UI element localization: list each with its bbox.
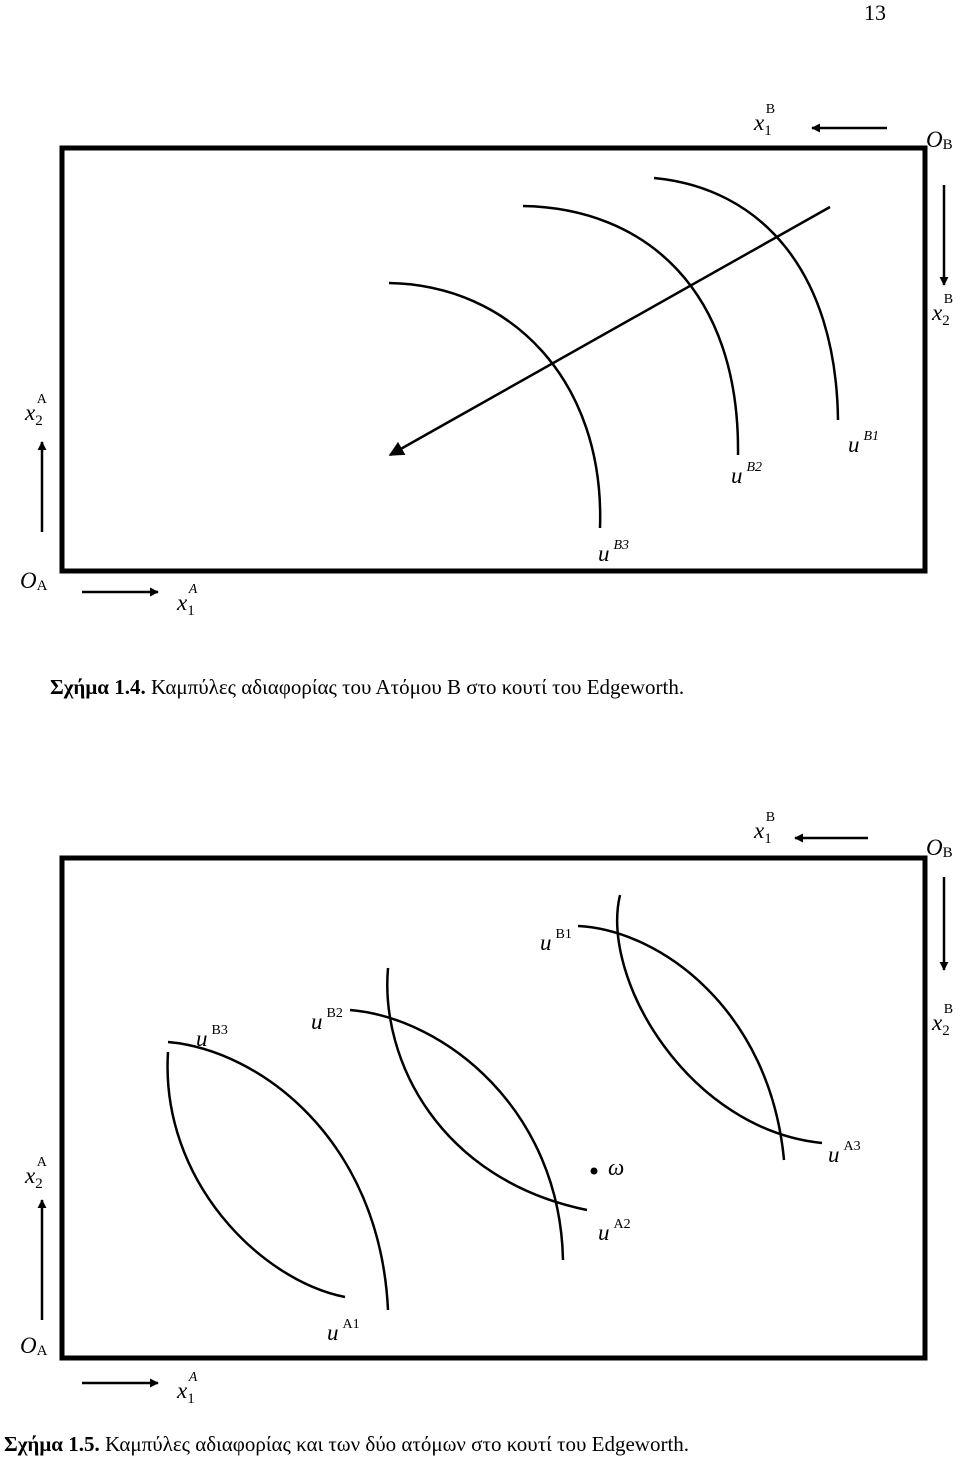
- figure-1-5: [0, 800, 960, 1420]
- caption-number: Σχήμα 1.4.: [50, 675, 146, 699]
- label-ua1: u A1: [327, 1317, 360, 1345]
- figure-1-5-diagram: [0, 800, 960, 1420]
- figure-1-4-caption: [50, 675, 684, 700]
- caption-number: Σχήμα 1.5.: [4, 1432, 100, 1456]
- label-oa: OA: [20, 1333, 48, 1359]
- label-ub2: u B2: [731, 460, 763, 488]
- label-ua3: u A3: [828, 1139, 861, 1167]
- label-ob: OB: [926, 835, 953, 861]
- curve-ua2: [387, 968, 587, 1210]
- label-omega: ω: [608, 1155, 625, 1180]
- label-ob: OB: [926, 127, 953, 153]
- page-number: 13: [864, 0, 886, 25]
- curve-ub3: [389, 283, 600, 528]
- label-ub2: u B2: [311, 1006, 343, 1034]
- edgeworth-box: [62, 148, 925, 571]
- curve-ua3: [617, 895, 822, 1143]
- label-oa: OA: [20, 568, 48, 594]
- label-x1a: x1A: [177, 582, 198, 619]
- curve-ub1: [654, 178, 838, 420]
- curve-ub2: [350, 1010, 563, 1260]
- figure-1-4-diagram: [0, 90, 960, 650]
- figure-1-5-caption: [4, 1432, 689, 1457]
- label-x2b: x2B: [932, 1002, 954, 1039]
- label-x2b: x2B: [932, 292, 954, 329]
- curve-ua1: [168, 1052, 345, 1297]
- label-ua2: u A2: [598, 1217, 631, 1245]
- figure-1-4: [0, 90, 960, 650]
- label-ub3: u B3: [196, 1023, 228, 1051]
- caption-text: Καμπύλες αδιαφορίας του Ατόμου Β στο κουτί του Edgeworth.: [145, 675, 685, 699]
- label-ub1: u B1: [540, 927, 572, 955]
- label-x1b: x1B: [754, 102, 776, 139]
- preference-arrow: [390, 207, 830, 455]
- curve-ub3: [168, 1042, 388, 1310]
- label-x1a: x1A: [177, 1370, 198, 1407]
- label-x2a: x2A: [25, 1155, 47, 1192]
- edgeworth-box: [62, 858, 925, 1358]
- label-x1b: x1B: [754, 810, 776, 847]
- endowment-point: [591, 1168, 598, 1175]
- label-ub1: u B1: [848, 429, 880, 457]
- label-ub3: u B3: [598, 538, 630, 566]
- curve-ub2: [523, 206, 738, 455]
- caption-text: Καμπύλες αδιαφορίας και των δύο ατόμων στο κουτί του Edgeworth.: [99, 1432, 690, 1456]
- curve-ub1: [578, 926, 784, 1160]
- label-x2a: x2A: [25, 392, 47, 429]
